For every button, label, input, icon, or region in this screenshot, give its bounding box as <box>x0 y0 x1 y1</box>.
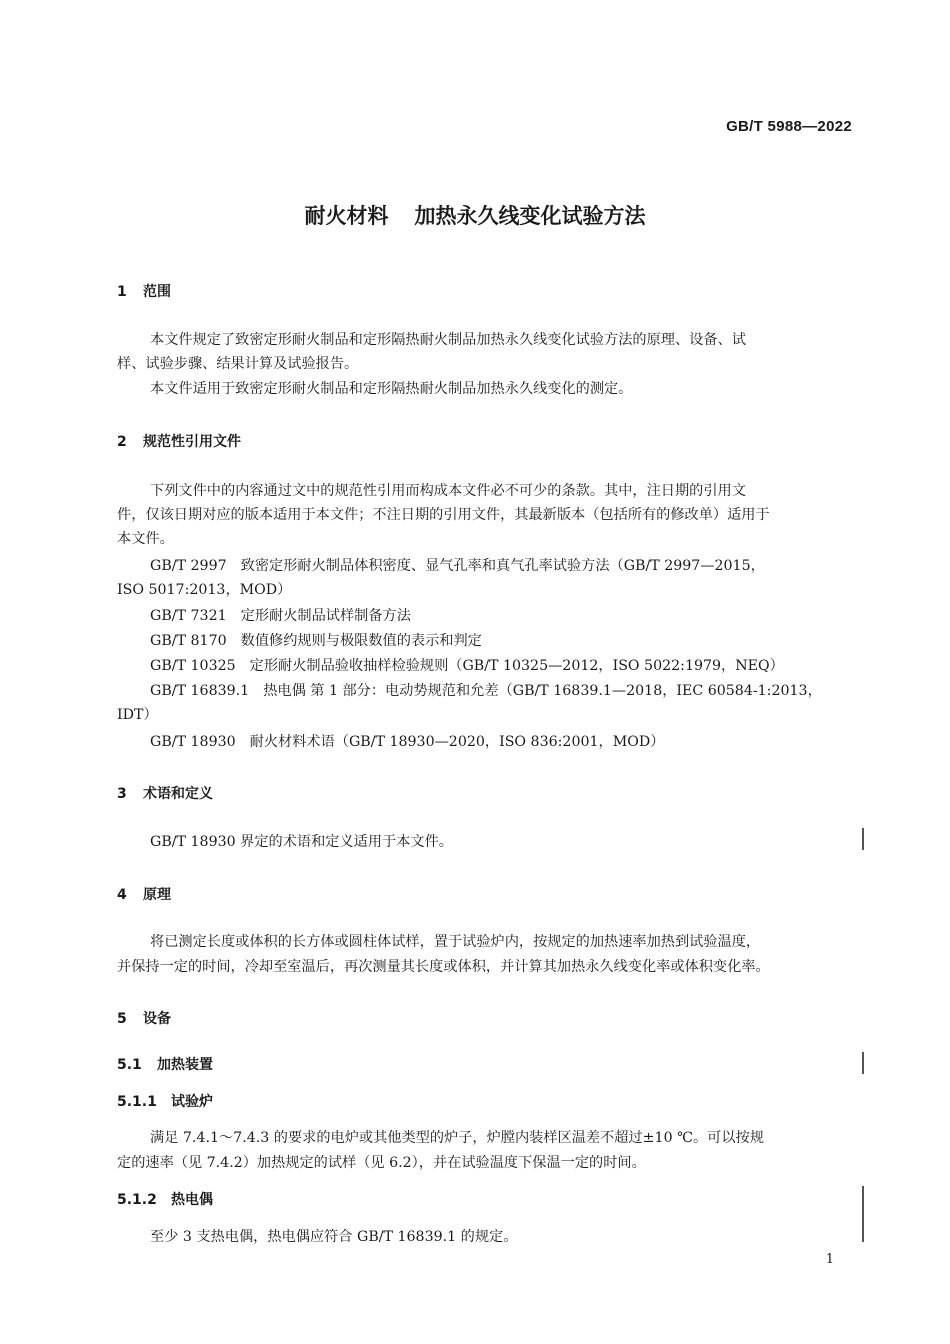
title-part-2: 加热永久线变化试验方法 <box>414 204 646 228</box>
section-title: 加热装置 <box>157 1057 213 1073</box>
reference-code: GB/T 7321 <box>150 608 227 624</box>
title-part-1: 耐火材料 <box>304 204 389 228</box>
reference-continuation: ISO 5017:2013，MOD） <box>117 582 292 598</box>
reference-title: 耐火材料术语（GB/T 18930—2020，ISO 836:2001，MOD） <box>249 734 665 750</box>
section-title: 规范性引用文件 <box>143 434 241 450</box>
reference-item <box>150 679 822 703</box>
section-number: 2 <box>117 434 127 450</box>
reference-code: GB/T 16839.1 <box>150 683 250 699</box>
subsection-5-1-2-heading <box>117 1189 213 1209</box>
change-bar <box>862 1186 864 1242</box>
reference-title: 数值修约规则与极限数值的表示和判定 <box>240 633 482 649</box>
paragraph-line: 满足 7.4.1～7.4.3 的要求的电炉或其他类型的炉子，炉膛内装样区温差不超过±10 ℃。可以按规 <box>150 1130 764 1146</box>
paragraph-line: 本文件规定了致密定形耐火制品和定形隔热耐火制品加热永久线变化试验方法的原理、设备、试 <box>150 332 746 348</box>
reference-item <box>150 730 664 754</box>
document-title <box>0 200 950 230</box>
section-number: 5.1 <box>117 1057 142 1073</box>
reference-title: 热电偶 第 1 部分：电动势规范和允差（GB/T 16839.1—2018，IEC 60584-1:2013， <box>263 683 822 699</box>
section-5-heading <box>117 1008 171 1028</box>
subsection-5-1-1-heading <box>117 1091 213 1111</box>
reference-continuation: IDT） <box>117 707 158 723</box>
section-title: 原理 <box>143 887 171 903</box>
reference-title: 定形耐火制品试样制备方法 <box>240 608 411 624</box>
section-number: 4 <box>117 887 127 903</box>
section-number: 5 <box>117 1011 127 1027</box>
change-bar <box>862 828 864 850</box>
section-4-heading <box>117 884 171 904</box>
section-number: 1 <box>117 284 127 300</box>
reference-title: 致密定形耐火制品体积密度、显气孔率和真气孔率试验方法（GB/T 2997—2015， <box>240 558 765 574</box>
paragraph-line: 件，仅该日期对应的版本适用于本文件；不注日期的引用文件，其最新版本（包括所有的修改单）适用于 <box>117 507 770 523</box>
paragraph-line: 将已测定长度或体积的长方体或圆柱体试样，置于试验炉内，按规定的加热速率加热到试验温度， <box>150 934 761 950</box>
reference-item <box>150 554 765 578</box>
change-bar <box>862 1052 864 1074</box>
section-number: 5.1.1 <box>117 1094 157 1110</box>
reference-code: GB/T 2997 <box>150 558 227 574</box>
section-1-heading <box>117 281 171 301</box>
section-title: 试验炉 <box>171 1094 213 1110</box>
paragraph-line: 本文件适用于致密定形耐火制品和定形隔热耐火制品加热永久线变化的测定。 <box>150 381 633 397</box>
paragraph-line: 下列文件中的内容通过文中的规范性引用而构成本文件必不可少的条款。其中，注日期的引用文 <box>150 483 746 499</box>
paragraph-line: 定的速率（见 7.4.2）加热规定的试样（见 6.2），并在试验温度下保温一定的时间。 <box>117 1155 646 1171</box>
section-3-heading <box>117 783 213 803</box>
section-title: 范围 <box>143 284 171 300</box>
section-title: 术语和定义 <box>143 786 213 802</box>
reference-item <box>150 629 482 653</box>
reference-title: 定形耐火制品验收抽样检验规则（GB/T 10325—2012，ISO 5022:1979，NEQ） <box>249 658 784 674</box>
reference-item <box>150 654 784 678</box>
paragraph-line: GB/T 18930 界定的术语和定义适用于本文件。 <box>150 834 453 850</box>
standard-number: GB/T 5988—2022 <box>726 118 852 135</box>
section-title: 设备 <box>143 1011 171 1027</box>
section-title: 热电偶 <box>171 1192 213 1208</box>
section-number: 5.1.2 <box>117 1192 157 1208</box>
paragraph-line: 本文件。 <box>117 531 174 547</box>
reference-item <box>150 604 411 628</box>
section-2-heading <box>117 431 241 451</box>
reference-code: GB/T 8170 <box>150 633 227 649</box>
paragraph-line: 并保持一定的时间，冷却至室温后，再次测量其长度或体积，并计算其加热永久线变化率或体积变化率。 <box>117 959 770 975</box>
paragraph-line: 样、试验步骤、结果计算及试验报告。 <box>117 356 359 372</box>
page-number: 1 <box>825 1252 834 1267</box>
subsection-5-1-heading <box>117 1054 213 1074</box>
section-number: 3 <box>117 786 127 802</box>
reference-code: GB/T 10325 <box>150 658 236 674</box>
paragraph-line: 至少 3 支热电偶，热电偶应符合 GB/T 16839.1 的规定。 <box>150 1229 518 1245</box>
reference-code: GB/T 18930 <box>150 734 236 750</box>
